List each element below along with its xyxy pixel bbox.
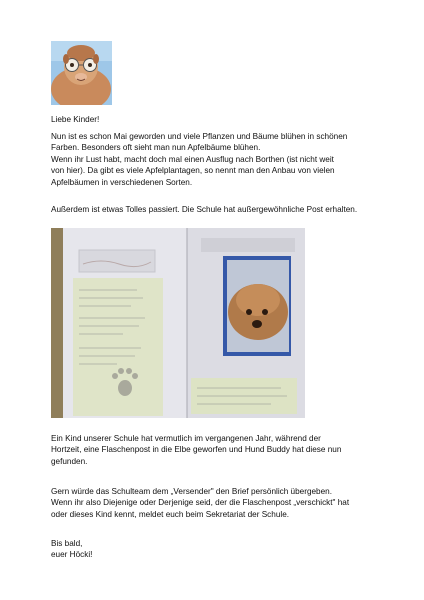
closing-line: Bis bald, (51, 539, 83, 548)
greeting-line: Liebe Kinder! (51, 115, 100, 124)
text-line: Nun ist es schon Mai geworden und viele Pflanzen und Bäume blühen in schönen (51, 132, 348, 141)
paragraph-spring (51, 131, 396, 188)
alpaca-avatar-drawing (51, 41, 112, 105)
greeting (51, 114, 396, 125)
text-line: Gern würde das Schulteam dem „Versender" den Brief persönlich übergeben. (51, 487, 332, 496)
paragraph-request (51, 486, 396, 520)
text-line: Wenn ihr Lust habt, macht doch mal einen Ausflug nach Borthen (ist nicht weit (51, 154, 334, 164)
text-line: von hier). Da gibt es viele Apfelplantagen, so nennt man den Anbau von vielen (51, 166, 335, 176)
text-line: gefunden. (51, 456, 88, 466)
text-line: Außerdem ist etwas Tolles passiert. Die Schule hat außergewöhnliche Post erhalten. (51, 205, 358, 214)
text-line: Ein Kind unserer Schule hat vermutlich im vergangenen Jahr, während der (51, 434, 321, 443)
text-line: oder dieses Kind kennt, meldet euch beim Sekretariat der Schule. (51, 509, 290, 519)
closing (51, 538, 396, 561)
signature: euer Höcki! (51, 550, 93, 560)
paragraph-bottle-post (51, 433, 396, 467)
bottle-letter-photo (51, 228, 305, 418)
text-line: Farben. Besonders oft sieht man nun Apfelbäume blühen. (51, 143, 261, 153)
text-line: Apfelbäumen in verschiedenen Sorten. (51, 177, 193, 187)
text-line: Wenn ihr also Diejenige oder Derjenige seid, der die Flaschenpost „verschickt" hat (51, 498, 350, 508)
text-line: Hortzeit, eine Flaschenpost in die Elbe geworfen und Hund Buddy hat diese nun (51, 445, 342, 455)
paragraph-news (51, 204, 396, 215)
